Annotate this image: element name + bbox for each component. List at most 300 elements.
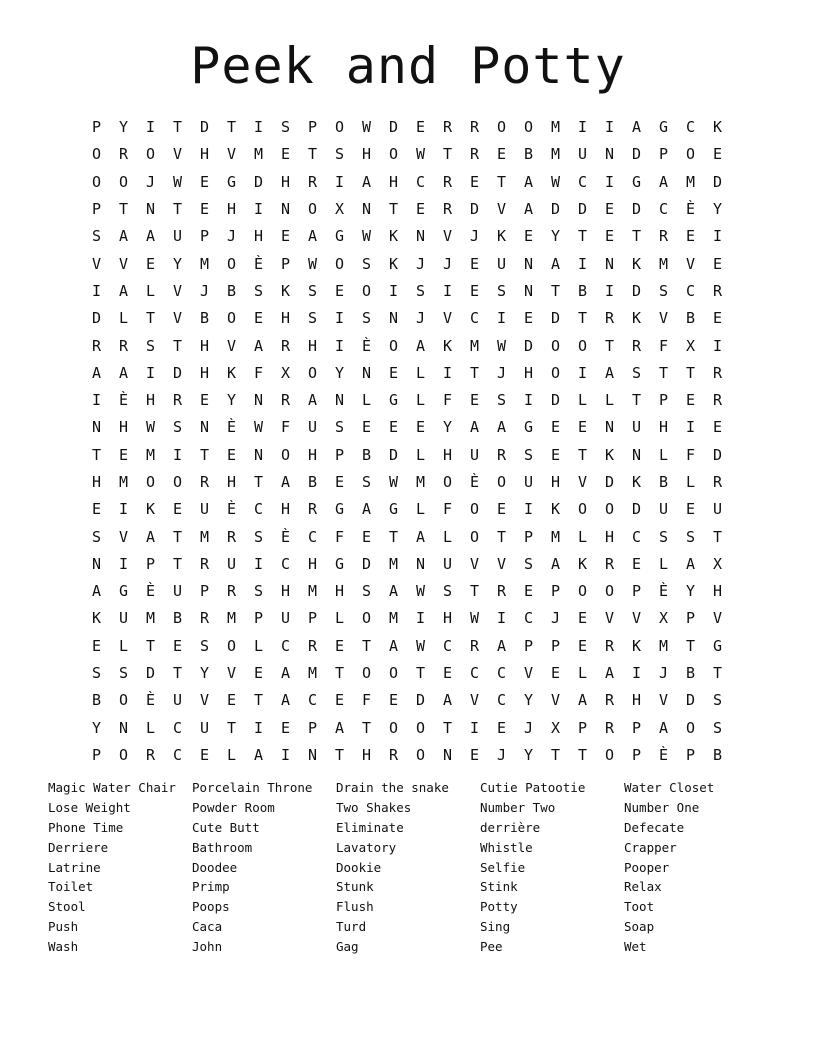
grid-cell[interactable]: E [712,145,723,164]
grid-cell[interactable]: B [172,609,183,628]
grid-cell[interactable]: J [415,309,426,328]
grid-cell[interactable]: D [712,172,723,191]
grid-cell[interactable]: A [415,336,426,355]
grid-cell[interactable]: I [577,363,588,382]
grid-cell[interactable]: N [388,309,399,328]
grid-cell[interactable]: N [361,200,372,219]
grid-cell[interactable]: E [415,118,426,137]
grid-cell[interactable]: R [712,391,723,410]
grid-cell[interactable]: I [334,172,345,191]
grid-cell[interactable]: E [442,664,453,683]
grid-cell[interactable]: L [604,391,615,410]
grid-cell[interactable]: O [496,473,507,491]
grid-cell[interactable]: R [199,554,210,573]
grid-cell[interactable]: U [172,582,183,601]
grid-cell[interactable]: X [712,554,723,573]
grid-cell[interactable]: V [523,664,534,683]
grid-cell[interactable]: G [388,500,399,519]
grid-cell[interactable]: R [280,336,291,355]
grid-cell[interactable]: L [226,745,237,764]
grid-cell[interactable]: V [118,527,129,546]
grid-cell[interactable]: V [469,554,480,573]
grid-cell[interactable]: E [226,445,237,464]
grid-cell[interactable]: S [253,281,264,300]
grid-cell[interactable]: R [307,500,318,519]
grid-cell[interactable]: I [145,363,156,382]
grid-cell[interactable]: O [172,473,183,491]
grid-cell[interactable]: K [442,336,453,355]
grid-cell[interactable]: P [658,145,669,164]
grid-cell[interactable]: U [496,254,507,273]
grid-cell[interactable]: R [496,582,507,601]
grid-cell[interactable]: H [307,554,318,573]
grid-cell[interactable]: F [685,445,696,464]
grid-cell[interactable]: I [334,336,345,355]
grid-cell[interactable]: A [685,554,696,573]
grid-cell[interactable]: K [631,473,642,491]
grid-cell[interactable]: H [631,691,642,710]
grid-cell[interactable]: N [604,418,615,437]
grid-cell[interactable]: E [604,200,615,219]
grid-cell[interactable]: M [658,254,669,273]
grid-cell[interactable]: T [172,118,183,137]
grid-cell[interactable]: K [604,445,615,464]
grid-cell[interactable]: D [550,200,561,219]
grid-cell[interactable]: D [361,554,372,573]
grid-cell[interactable]: T [172,200,183,219]
grid-cell[interactable]: D [550,309,561,328]
grid-cell[interactable]: M [307,664,318,683]
grid-cell[interactable]: T [253,691,264,710]
grid-cell[interactable]: E [469,391,480,410]
grid-cell[interactable]: I [145,118,156,137]
grid-cell[interactable]: O [118,691,129,710]
grid-cell[interactable]: U [307,418,318,437]
grid-cell[interactable]: I [469,718,480,737]
grid-cell[interactable]: L [577,527,588,546]
grid-cell[interactable]: R [469,118,480,137]
grid-cell[interactable]: E [415,200,426,219]
grid-cell[interactable]: D [631,500,642,519]
grid-cell[interactable]: U [172,691,183,710]
grid-cell[interactable]: S [658,527,669,546]
grid-cell[interactable]: L [415,363,426,382]
grid-cell[interactable]: P [253,609,264,628]
grid-cell[interactable]: W [496,336,507,355]
grid-cell[interactable]: M [550,527,561,546]
grid-cell[interactable]: G [118,582,129,601]
grid-cell[interactable]: L [658,445,669,464]
grid-cell[interactable]: K [91,609,102,628]
grid-cell[interactable]: O [145,473,156,491]
grid-cell[interactable]: H [604,527,615,546]
grid-cell[interactable]: I [523,500,534,519]
grid-cell[interactable]: D [91,309,102,328]
grid-cell[interactable]: E [172,500,183,519]
grid-cell[interactable]: O [577,582,588,601]
grid-cell[interactable]: V [496,554,507,573]
grid-cell[interactable]: I [253,200,264,219]
grid-cell[interactable]: X [685,336,696,355]
grid-cell[interactable]: M [550,145,561,164]
grid-cell[interactable]: J [442,254,453,273]
grid-cell[interactable]: E [199,391,210,410]
grid-cell[interactable]: V [172,309,183,328]
grid-cell[interactable]: V [685,254,696,273]
grid-cell[interactable]: I [604,172,615,191]
grid-cell[interactable]: K [550,500,561,519]
grid-cell[interactable]: O [334,254,345,273]
grid-cell[interactable]: J [415,254,426,273]
grid-cell[interactable]: A [415,527,426,546]
grid-cell[interactable]: R [658,227,669,246]
grid-cell[interactable]: A [496,418,507,437]
grid-cell[interactable]: R [307,636,318,655]
grid-cell[interactable]: P [91,200,102,219]
grid-cell[interactable]: N [523,281,534,300]
grid-cell[interactable]: È [469,473,480,491]
grid-cell[interactable]: R [307,172,318,191]
grid-cell[interactable]: A [307,227,318,246]
grid-cell[interactable]: E [469,281,480,300]
grid-cell[interactable]: T [334,745,345,764]
grid-cell[interactable]: S [307,309,318,328]
grid-cell[interactable]: D [388,118,399,137]
grid-cell[interactable]: H [334,582,345,601]
grid-cell[interactable]: T [577,227,588,246]
grid-cell[interactable]: A [118,227,129,246]
grid-cell[interactable]: E [199,172,210,191]
grid-cell[interactable]: E [334,636,345,655]
grid-cell[interactable]: D [631,200,642,219]
grid-cell[interactable]: X [550,718,561,737]
grid-cell[interactable]: K [145,500,156,519]
grid-cell[interactable]: G [712,636,723,655]
grid-cell[interactable]: G [388,391,399,410]
grid-cell[interactable]: S [280,118,291,137]
grid-cell[interactable]: P [523,636,534,655]
grid-cell[interactable]: N [604,145,615,164]
grid-cell[interactable]: R [226,582,237,601]
grid-cell[interactable]: R [118,145,129,164]
grid-cell[interactable]: P [523,527,534,546]
grid-cell[interactable]: E [280,718,291,737]
grid-cell[interactable]: I [118,554,129,573]
grid-cell[interactable]: Y [442,418,453,437]
grid-cell[interactable]: T [145,309,156,328]
grid-cell[interactable]: L [361,391,372,410]
grid-cell[interactable]: A [91,363,102,382]
grid-cell[interactable]: Y [523,745,534,764]
grid-cell[interactable]: O [388,145,399,164]
grid-cell[interactable]: M [388,554,399,573]
grid-cell[interactable]: N [415,227,426,246]
grid-cell[interactable]: B [199,309,210,328]
grid-cell[interactable]: E [280,145,291,164]
grid-cell[interactable]: G [523,418,534,437]
grid-cell[interactable]: C [280,554,291,573]
grid-cell[interactable]: E [253,309,264,328]
grid-cell[interactable]: O [685,145,696,164]
grid-cell[interactable]: N [118,718,129,737]
grid-cell[interactable]: E [523,309,534,328]
grid-cell[interactable]: H [307,445,318,464]
grid-cell[interactable]: P [307,718,318,737]
grid-cell[interactable]: O [388,336,399,355]
grid-cell[interactable]: E [280,227,291,246]
grid-cell[interactable]: E [712,418,723,437]
grid-cell[interactable]: D [631,281,642,300]
grid-cell[interactable]: O [469,500,480,519]
grid-cell[interactable]: N [334,391,345,410]
grid-cell[interactable]: M [253,145,264,164]
grid-cell[interactable]: S [361,254,372,273]
grid-cell[interactable]: R [388,745,399,764]
grid-cell[interactable]: A [280,664,291,683]
grid-cell[interactable]: H [280,582,291,601]
grid-cell[interactable]: O [496,118,507,137]
grid-cell[interactable]: J [226,227,237,246]
grid-cell[interactable]: F [280,418,291,437]
grid-cell[interactable]: W [415,582,426,601]
grid-cell[interactable]: U [226,554,237,573]
grid-cell[interactable]: G [226,172,237,191]
grid-cell[interactable]: L [145,718,156,737]
grid-cell[interactable]: B [685,664,696,683]
grid-cell[interactable]: O [307,200,318,219]
grid-cell[interactable]: V [658,691,669,710]
grid-cell[interactable]: I [253,718,264,737]
grid-cell[interactable]: C [280,636,291,655]
grid-cell[interactable]: T [685,636,696,655]
grid-cell[interactable]: E [388,691,399,710]
grid-cell[interactable]: T [361,636,372,655]
grid-cell[interactable]: R [604,718,615,737]
grid-cell[interactable]: N [280,200,291,219]
grid-cell[interactable]: E [172,636,183,655]
grid-cell[interactable]: H [442,609,453,628]
grid-cell[interactable]: È [226,418,237,437]
grid-cell[interactable]: Y [91,718,102,737]
grid-cell[interactable]: U [523,473,534,491]
grid-cell[interactable]: A [442,691,453,710]
grid-cell[interactable]: S [253,582,264,601]
grid-cell[interactable]: A [577,691,588,710]
grid-cell[interactable]: R [442,200,453,219]
grid-cell[interactable]: T [469,363,480,382]
grid-cell[interactable]: O [442,473,453,491]
grid-cell[interactable]: T [496,172,507,191]
grid-cell[interactable]: V [604,609,615,628]
grid-cell[interactable]: D [577,200,588,219]
grid-cell[interactable]: T [442,718,453,737]
grid-cell[interactable]: P [550,636,561,655]
grid-cell[interactable]: M [118,473,129,491]
grid-cell[interactable]: R [442,172,453,191]
grid-cell[interactable]: L [253,636,264,655]
grid-cell[interactable]: L [577,391,588,410]
grid-cell[interactable]: T [361,718,372,737]
grid-cell[interactable]: S [523,445,534,464]
grid-cell[interactable]: I [280,745,291,764]
grid-cell[interactable]: M [469,336,480,355]
grid-cell[interactable]: V [577,473,588,491]
grid-cell[interactable]: T [415,664,426,683]
grid-cell[interactable]: H [253,227,264,246]
grid-cell[interactable]: G [658,118,669,137]
grid-cell[interactable]: R [226,527,237,546]
grid-cell[interactable]: M [415,473,426,491]
grid-cell[interactable]: O [226,309,237,328]
grid-cell[interactable]: O [118,745,129,764]
grid-cell[interactable]: I [577,254,588,273]
grid-cell[interactable]: B [307,473,318,491]
grid-cell[interactable]: I [334,309,345,328]
grid-cell[interactable]: E [334,281,345,300]
grid-cell[interactable]: I [442,363,453,382]
grid-cell[interactable]: C [172,718,183,737]
grid-cell[interactable]: D [685,691,696,710]
grid-cell[interactable]: I [91,281,102,300]
grid-cell[interactable]: C [496,691,507,710]
grid-cell[interactable]: A [118,363,129,382]
grid-cell[interactable]: O [226,254,237,273]
grid-cell[interactable]: E [523,582,534,601]
grid-cell[interactable]: O [118,172,129,191]
grid-cell[interactable]: R [604,554,615,573]
grid-cell[interactable]: P [91,118,102,137]
grid-cell[interactable]: V [172,145,183,164]
grid-cell[interactable]: G [631,172,642,191]
grid-cell[interactable]: P [685,609,696,628]
grid-cell[interactable]: E [496,718,507,737]
grid-cell[interactable]: T [631,391,642,410]
grid-cell[interactable]: I [496,609,507,628]
grid-cell[interactable]: M [658,636,669,655]
grid-cell[interactable]: M [388,609,399,628]
grid-cell[interactable]: T [712,527,723,546]
grid-cell[interactable]: P [199,227,210,246]
grid-cell[interactable]: U [118,609,129,628]
grid-cell[interactable]: E [334,691,345,710]
grid-cell[interactable]: E [577,609,588,628]
grid-cell[interactable]: W [388,473,399,491]
grid-cell[interactable]: K [631,636,642,655]
grid-cell[interactable]: E [469,254,480,273]
grid-cell[interactable]: B [712,745,723,764]
grid-cell[interactable]: U [631,418,642,437]
grid-cell[interactable]: B [91,691,102,710]
grid-cell[interactable]: O [280,445,291,464]
grid-cell[interactable]: L [658,554,669,573]
grid-cell[interactable]: T [388,527,399,546]
grid-cell[interactable]: P [577,718,588,737]
grid-cell[interactable]: A [280,473,291,491]
grid-cell[interactable]: W [469,609,480,628]
grid-cell[interactable]: N [604,254,615,273]
grid-cell[interactable]: F [442,500,453,519]
grid-cell[interactable]: R [604,309,615,328]
grid-cell[interactable]: È [145,582,156,601]
grid-cell[interactable]: D [388,445,399,464]
grid-cell[interactable]: C [442,636,453,655]
grid-cell[interactable]: F [361,691,372,710]
grid-cell[interactable]: A [550,554,561,573]
grid-cell[interactable]: A [253,336,264,355]
grid-cell[interactable]: V [469,691,480,710]
grid-cell[interactable]: U [172,227,183,246]
grid-cell[interactable]: T [199,445,210,464]
grid-cell[interactable]: T [226,718,237,737]
grid-cell[interactable]: C [415,172,426,191]
grid-cell[interactable]: O [388,718,399,737]
grid-cell[interactable]: N [253,445,264,464]
grid-cell[interactable]: T [253,473,264,491]
grid-cell[interactable]: E [550,445,561,464]
grid-cell[interactable]: L [415,391,426,410]
grid-cell[interactable]: E [415,418,426,437]
grid-cell[interactable]: L [145,281,156,300]
grid-cell[interactable]: H [226,200,237,219]
grid-cell[interactable]: T [712,664,723,683]
grid-cell[interactable]: A [361,500,372,519]
grid-cell[interactable]: Y [685,582,696,601]
grid-cell[interactable]: E [388,418,399,437]
grid-cell[interactable]: S [415,281,426,300]
grid-cell[interactable]: M [307,582,318,601]
grid-cell[interactable]: U [199,718,210,737]
grid-cell[interactable]: D [415,691,426,710]
grid-cell[interactable]: I [388,281,399,300]
grid-cell[interactable]: È [361,336,372,355]
grid-cell[interactable]: U [199,500,210,519]
grid-cell[interactable]: C [631,527,642,546]
grid-cell[interactable]: H [118,418,129,437]
grid-cell[interactable]: E [469,745,480,764]
grid-cell[interactable]: O [577,500,588,519]
grid-cell[interactable]: A [145,527,156,546]
grid-cell[interactable]: A [118,281,129,300]
grid-cell[interactable]: A [145,227,156,246]
grid-cell[interactable]: V [631,609,642,628]
grid-cell[interactable]: P [631,718,642,737]
grid-cell[interactable]: H [307,336,318,355]
grid-cell[interactable]: A [307,391,318,410]
grid-cell[interactable]: D [253,172,264,191]
grid-cell[interactable]: N [253,391,264,410]
grid-cell[interactable]: L [577,664,588,683]
grid-cell[interactable]: B [361,445,372,464]
grid-cell[interactable]: I [496,309,507,328]
grid-cell[interactable]: I [712,227,723,246]
grid-cell[interactable]: M [199,254,210,273]
grid-cell[interactable]: H [280,309,291,328]
grid-cell[interactable]: R [712,473,723,491]
grid-cell[interactable]: H [280,172,291,191]
grid-cell[interactable]: M [685,172,696,191]
grid-cell[interactable]: D [172,363,183,382]
grid-cell[interactable]: E [469,172,480,191]
grid-cell[interactable]: O [91,172,102,191]
grid-cell[interactable]: S [361,473,372,491]
grid-cell[interactable]: K [631,254,642,273]
grid-cell[interactable]: K [388,254,399,273]
grid-cell[interactable]: L [442,527,453,546]
grid-cell[interactable]: E [118,445,129,464]
grid-cell[interactable]: T [118,200,129,219]
grid-cell[interactable]: H [145,391,156,410]
grid-cell[interactable]: O [361,664,372,683]
